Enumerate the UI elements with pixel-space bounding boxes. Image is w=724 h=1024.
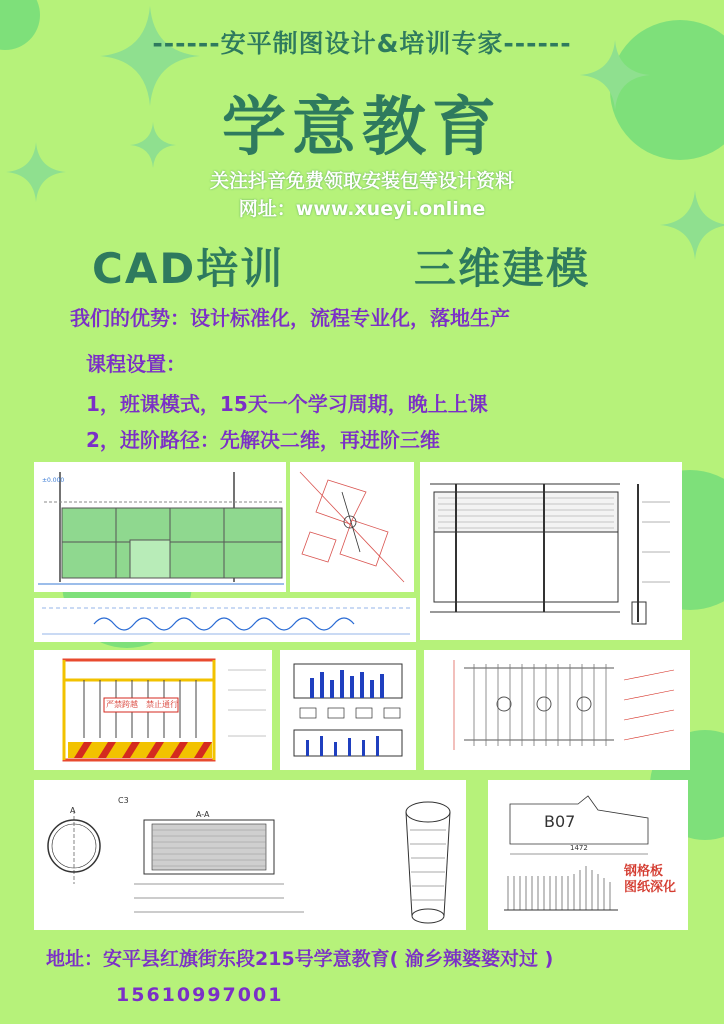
drawing-safety-barrier	[34, 650, 272, 770]
grating-part-label: B07	[544, 812, 576, 831]
course-cad: CAD培训	[92, 244, 285, 293]
phone-number[interactable]: 15610997001	[116, 984, 284, 1006]
grating-dimension: 1472	[570, 844, 588, 852]
course-modeling: 三维建模	[414, 244, 591, 293]
brand-title: 学意教育	[222, 91, 502, 165]
drawing-filter-cylinder	[34, 780, 466, 930]
svg-text:±0.000: ±0.000	[42, 477, 65, 484]
barrier-sign-text-1: 严禁跨越	[106, 700, 138, 709]
setup-title: 课程设置：	[86, 352, 186, 376]
drawing-rotated-plan	[290, 462, 414, 592]
drawing-sound-barrier	[420, 462, 682, 640]
website-text[interactable]: 网址：www.xueyi.online	[238, 198, 486, 220]
setup-item-1: 1，班课模式，15天一个学习周期，晚上上课	[86, 392, 488, 416]
drawing-railing-views	[280, 650, 416, 770]
grating-caption-line-2: 图纸深化	[624, 880, 677, 895]
follow-text: 关注抖音免费领取安装包等设计资料	[209, 170, 514, 192]
drawing-iron-fence	[424, 650, 690, 770]
drawing-steel-grating	[488, 780, 688, 930]
advantage-text: 我们的优势：设计标准化，流程专业化，落地生产	[70, 306, 510, 330]
drawing-fence-elevation	[34, 462, 286, 592]
drawing-corrugated-profile	[34, 598, 416, 642]
slogan: ------安平制图设计&培训专家------	[152, 29, 572, 58]
grating-caption-line-1: 钢格板	[624, 864, 664, 879]
barrier-sign-text-2: 禁止通行	[146, 700, 178, 709]
filter-c3-label: C3	[118, 796, 129, 805]
filter-section-label: A-A	[196, 810, 210, 819]
filter-a-label: A	[70, 806, 76, 815]
setup-item-2: 2，进阶路径：先解决二维，再进阶三维	[86, 428, 440, 452]
address-text: 地址：安平县红旗街东段215号学意教育( 渝乡辣婆婆对过 )	[46, 948, 554, 970]
